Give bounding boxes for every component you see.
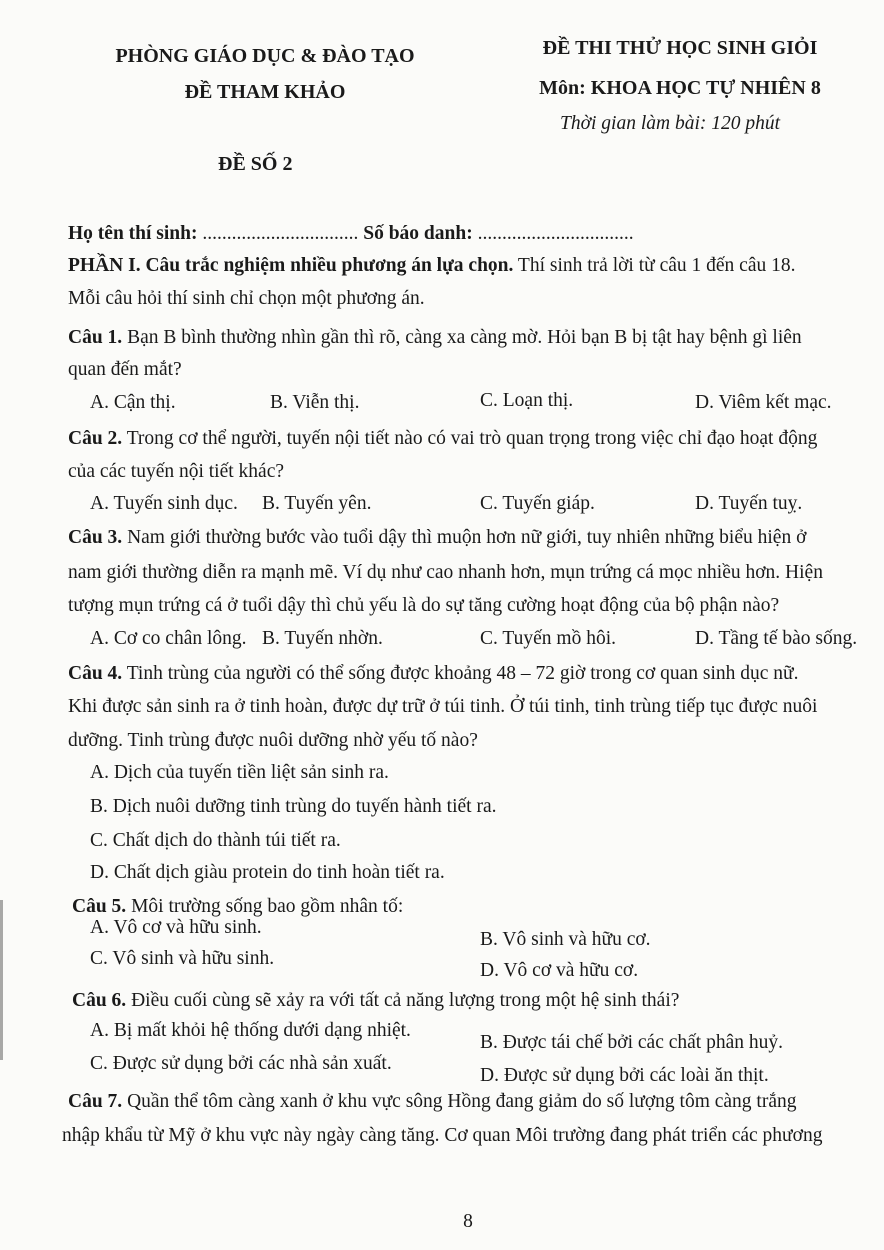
question-text: Nam giới thường bước vào tuổi dậy thì muộn hơn nữ giới, tuy nhiên những biểu hiện ở: [122, 527, 807, 548]
reference-label: ĐỀ THAM KHẢO: [184, 81, 346, 103]
q4-option-d: D. Chất dịch giàu protein do tinh hoàn tiết ra.: [90, 862, 445, 883]
question-text: Bạn B bình thường nhìn gần thì rõ, càng xa càng mờ. Hỏi bạn B bị tật hay bệnh gì liên: [122, 327, 802, 348]
q2-option-c: C. Tuyến giáp.: [480, 493, 595, 514]
question-4-cont-2: dưỡng. Tinh trùng được nuôi dưỡng nhờ yếu tố nào?: [68, 730, 478, 751]
question-1: [68, 326, 802, 350]
question-label: Câu 1.: [68, 327, 123, 348]
q2-option-d: D. Tuyến tuỵ.: [695, 493, 803, 514]
question-label: Câu 5.: [72, 896, 127, 917]
q3-option-a: A. Cơ co chân lông.: [90, 628, 247, 649]
q3-option-d: D. Tầng tế bào sống.: [695, 628, 858, 649]
question-7: [68, 1090, 797, 1114]
question-label: Câu 7.: [68, 1091, 123, 1112]
question-4: [68, 662, 799, 686]
time-allowed: Thời gian làm bài: 120 phút: [559, 113, 781, 134]
question-3-cont-2: tượng mụn trứng cá ở tuổi dậy thì chủ yếu là do sự tăng cường hoạt động của bộ phận nào?: [68, 595, 780, 616]
question-text: Quần thể tôm càng xanh ở khu vực sông Hồng đang giảm do số lượng tôm càng trắng: [122, 1091, 797, 1112]
part1-instructions-2: Mỗi câu hỏi thí sinh chỉ chọn một phương án.: [68, 288, 425, 309]
q6-option-d: D. Được sử dụng bởi các loài ăn thịt.: [480, 1065, 769, 1086]
question-text: Điều cuối cùng sẽ xảy ra với tất cả năng lượng trong một hệ sinh thái?: [126, 990, 680, 1011]
q5-option-b: B. Vô sinh và hữu cơ.: [480, 929, 651, 950]
question-6: [72, 989, 679, 1013]
question-3-cont: nam giới thường diễn ra mạnh mẽ. Ví dụ như cao nhanh hơn, mụn trứng cá mọc nhiều hơn. Hiện: [68, 562, 823, 583]
id-label: Số báo danh:: [358, 223, 478, 244]
q5-option-d: D. Vô cơ và hữu cơ.: [480, 960, 639, 981]
part1-heading: [68, 254, 796, 278]
name-label: Họ tên thí sinh:: [68, 223, 203, 244]
question-label: Câu 3.: [68, 527, 123, 548]
q1-option-d: D. Viêm kết mạc.: [695, 392, 832, 413]
name-field: ................................: [202, 223, 359, 244]
question-4-cont: Khi được sản sinh ra ở tinh hoàn, được dự trữ ở túi tinh. Ở túi tinh, tinh trùng tiếp tục được nuôi: [68, 696, 818, 717]
question-text: Trong cơ thể người, tuyến nội tiết nào có vai trò quan trọng trong việc chỉ đạo hoạt động: [122, 428, 818, 449]
exam-title: ĐỀ THI THỬ HỌC SINH GIỎI: [542, 37, 818, 59]
question-2: [68, 427, 817, 451]
q3-option-b: B. Tuyến nhờn.: [262, 628, 383, 649]
q6-option-a: A. Bị mất khỏi hệ thống dưới dạng nhiệt.: [90, 1020, 411, 1041]
subject: Môn: KHOA HỌC TỰ NHIÊN 8: [539, 77, 821, 99]
student-info-line: [68, 222, 634, 246]
q5-option-a: A. Vô cơ và hữu sinh.: [90, 917, 262, 938]
q1-option-b: B. Viễn thị.: [270, 392, 360, 413]
exam-number: ĐỀ SỐ 2: [218, 153, 293, 175]
q4-option-a: A. Dịch của tuyến tiền liệt sản sinh ra.: [90, 762, 389, 783]
part1-title: PHẦN I. Câu trắc nghiệm nhiều phương án lựa chọn.: [68, 255, 514, 276]
question-text: Tinh trùng của người có thể sống được khoảng 48 – 72 giờ trong cơ quan sinh dục nữ.: [122, 663, 799, 684]
question-label: Câu 6.: [72, 990, 127, 1011]
question-1-cont: quan đến mắt?: [68, 359, 182, 380]
question-3: [68, 526, 806, 550]
q2-option-b: B. Tuyến yên.: [262, 493, 372, 514]
q1-option-a: A. Cận thị.: [90, 392, 176, 413]
q1-option-c: C. Loạn thị.: [480, 390, 574, 411]
question-2-cont: của các tuyến nội tiết khác?: [68, 461, 285, 482]
question-label: Câu 4.: [68, 663, 123, 684]
scan-edge: [0, 900, 3, 1060]
q5-option-c: C. Vô sinh và hữu sinh.: [90, 948, 275, 969]
part1-instructions: Thí sinh trả lời từ câu 1 đến câu 18.: [513, 255, 796, 276]
question-text: Môi trường sống bao gồm nhân tố:: [126, 896, 404, 917]
question-7-cont: nhập khẩu từ Mỹ ở khu vực này ngày càng tăng. Cơ quan Môi trường đang phát triển các phương: [62, 1125, 823, 1146]
page-number: 8: [463, 1211, 473, 1232]
q6-option-c: C. Được sử dụng bởi các nhà sản xuất.: [90, 1053, 392, 1074]
department-name: PHÒNG GIÁO DỤC & ĐÀO TẠO: [115, 45, 415, 67]
q6-option-b: B. Được tái chế bởi các chất phân huỷ.: [480, 1032, 784, 1053]
q2-option-a: A. Tuyến sinh dục.: [90, 493, 238, 514]
question-label: Câu 2.: [68, 428, 123, 449]
id-field: ................................: [477, 223, 634, 244]
q4-option-b: B. Dịch nuôi dưỡng tinh trùng do tuyến hành tiết ra.: [90, 796, 497, 817]
q4-option-c: C. Chất dịch do thành túi tiết ra.: [90, 830, 341, 851]
q3-option-c: C. Tuyến mồ hôi.: [480, 628, 616, 649]
